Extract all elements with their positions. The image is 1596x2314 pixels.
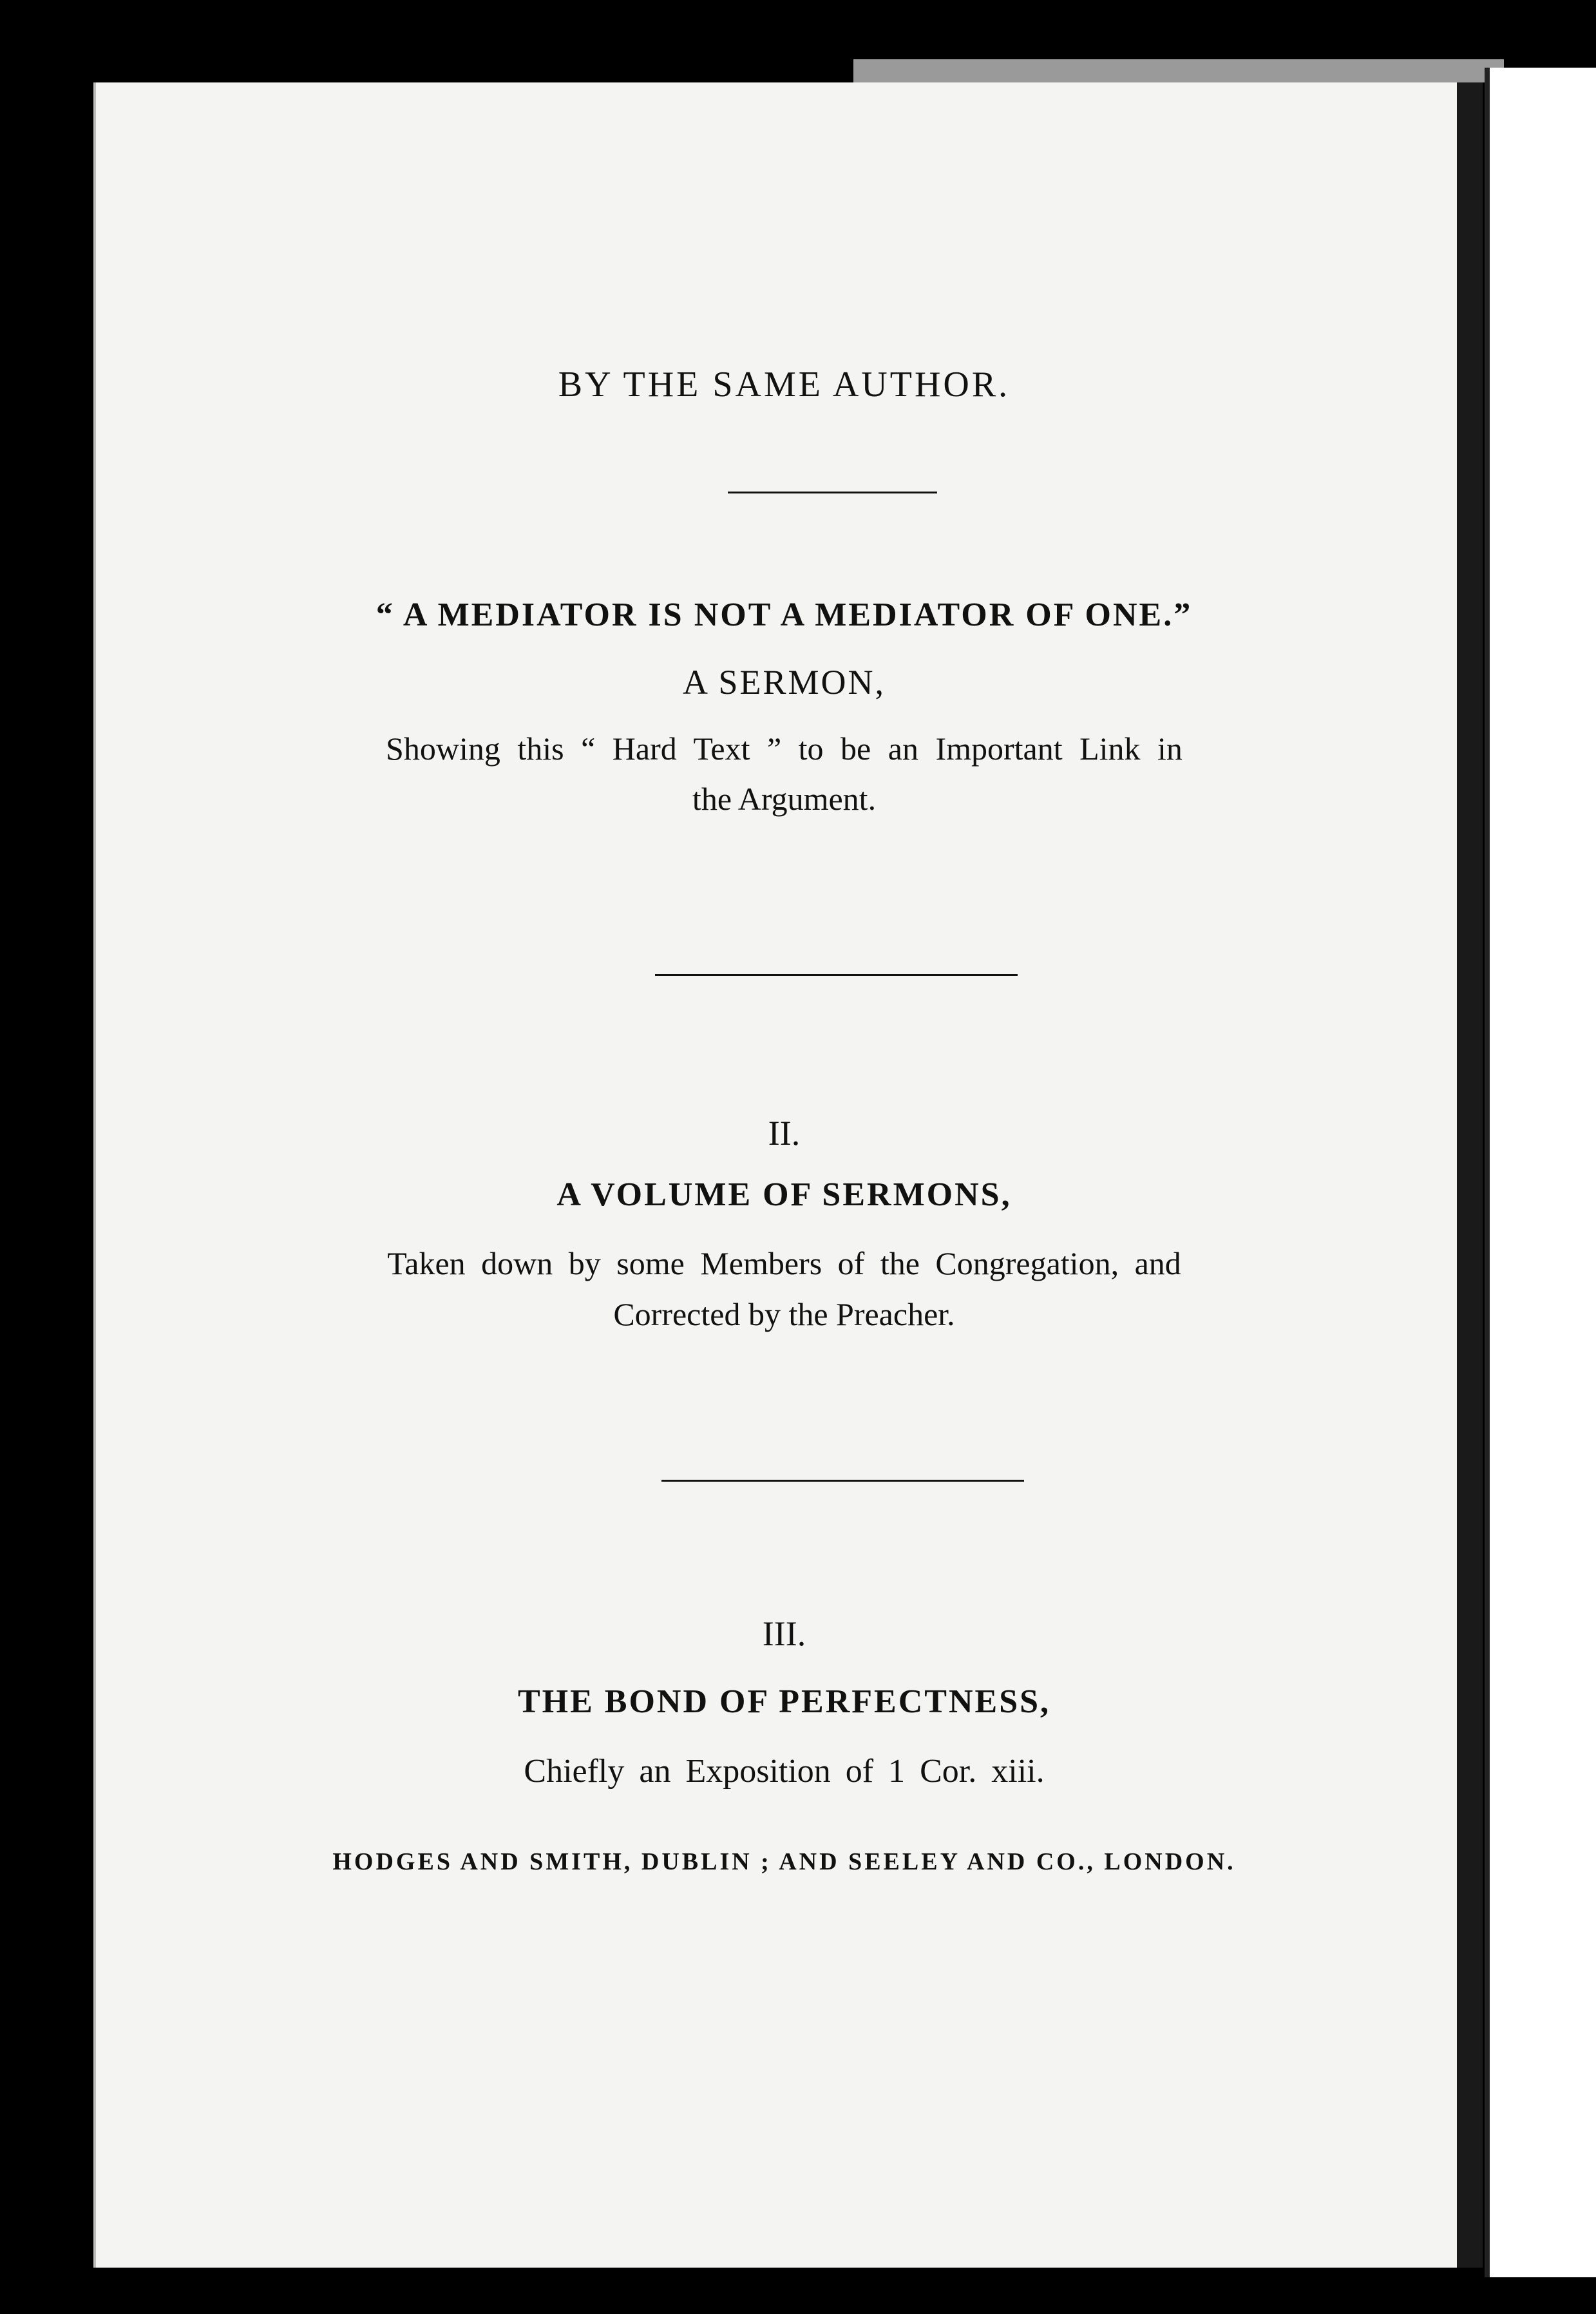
- publisher-imprint: HODGES AND SMITH, DUBLIN ; AND SEELEY AND CO., LONDON.: [332, 1848, 1236, 1875]
- work-title: THE BOND OF PERFECTNESS,: [517, 1683, 1051, 1720]
- work-subtitle: A SERMON,: [682, 663, 886, 702]
- divider-rule: [655, 974, 1018, 976]
- work-number: II.: [768, 1114, 801, 1152]
- work-description: Showing this “ Hard Text ” to be an Important Link in: [386, 731, 1183, 767]
- work-title: “ A MEDIATOR IS NOT A MEDIATOR OF ONE.”: [375, 597, 1193, 633]
- work-description-cont: Corrected by the Preacher.: [613, 1296, 955, 1332]
- divider-rule: [728, 492, 937, 493]
- work-number: III.: [762, 1614, 806, 1653]
- divider-rule: [661, 1480, 1024, 1482]
- facing-page-edge: [1485, 68, 1596, 2277]
- work-description-cont: the Argument.: [692, 781, 877, 817]
- page-content: [93, 0, 1475, 2314]
- page-heading: BY THE SAME AUTHOR.: [558, 365, 1011, 405]
- work-description: Chiefly an Exposition of 1 Cor. xiii.: [524, 1753, 1045, 1790]
- work-title: A VOLUME OF SERMONS,: [556, 1176, 1012, 1213]
- work-description: Taken down by some Members of the Congregation, and: [387, 1245, 1181, 1281]
